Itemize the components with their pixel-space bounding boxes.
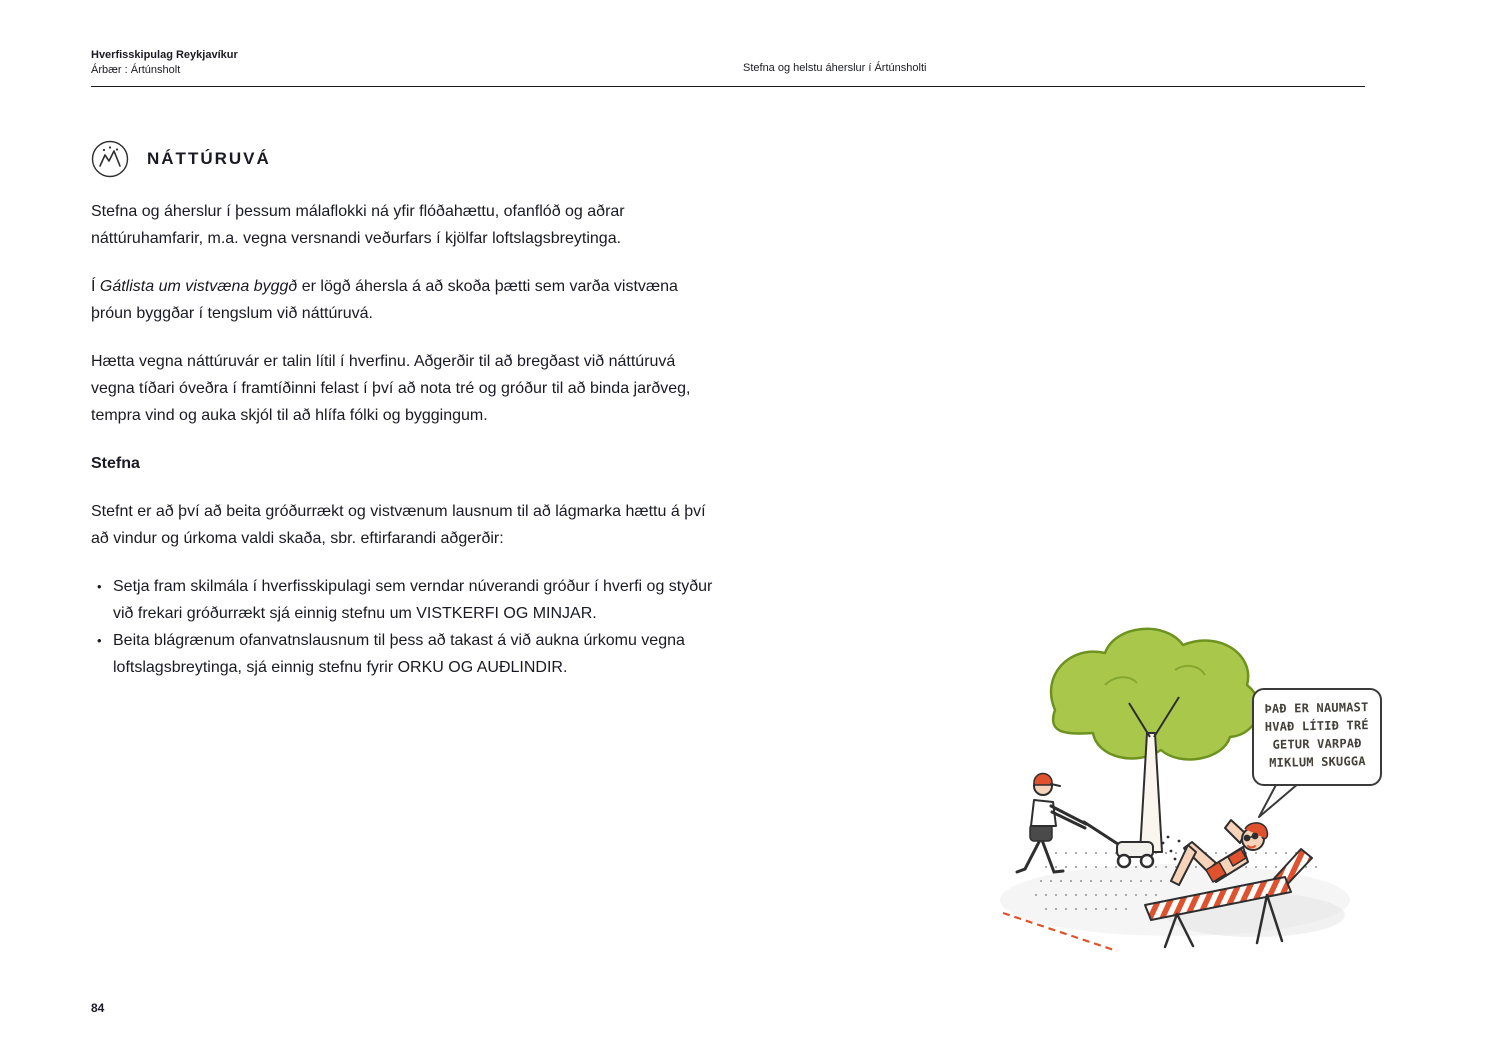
natural-hazard-icon: [91, 140, 129, 178]
stefna-intro: Stefnt er að því að beita gróðurrækt og vistvænum lausnum til að lágmarka hættu á því að vindur og úrkoma valdi skaða, sbr. eftirfarandi aðgerðir:: [91, 503, 706, 547]
bullet-text: Setja fram skilmála í hverfisskipulagi sem verndar núverandi gróður í hverfi og styður við frekari gróðurrækt sjá einnig stefnu um VISTKERFI OG MINJAR.: [113, 578, 713, 622]
body-column: [91, 198, 716, 681]
doc-title: Hverfisskipulag Reykjavíkur: [91, 49, 238, 61]
tree: [1051, 629, 1259, 852]
hazard-paragraph: Hætta vegna náttúruvár er talin lítil í hverfinu. Aðgerðir til að bregðast við náttúruvá vegna tíðari óveðra í framtíðinni felast í því að nota tré og gróður til að binda jarðveg, tempra vind og auka skjól til að hlífa fólki og byggingum.: [91, 353, 691, 424]
page-number: 84: [91, 1001, 105, 1015]
doc-subtitle: Árbær : Ártúnsholt: [91, 64, 181, 76]
illustration-tree-cartoon: [985, 615, 1395, 963]
checklist-italic: Gátlista um vistvæna byggð: [99, 278, 298, 295]
bullet-text: Beita blágrænum ofanvatnslausnum til þess að takast á við aukna úrkomu vegna loftslagsbreytinga, sjá einnig stefnu fyrir ORKU OG AUÐLINDIR.: [113, 632, 685, 676]
checklist-rest: er lögð áhersla á að skoða þætti sem varða vistvæna þróun byggðar í tengslum við náttúruvá.: [91, 278, 678, 322]
header-left: [91, 48, 238, 78]
checklist-paragraph: [91, 273, 716, 327]
bullet-item: [91, 573, 716, 627]
bullet-dot: •: [97, 633, 102, 648]
bubble-line-1: ÞAÐ ER NAUMAST: [1264, 700, 1369, 716]
bubble-line-4: MIKLUM SKUGGA: [1269, 754, 1366, 770]
section-head: [91, 140, 271, 178]
speech-bubble: [1253, 689, 1381, 817]
lawnmower: [1084, 822, 1186, 867]
stefna-heading: Stefna: [91, 455, 140, 472]
header-rule: [91, 86, 1365, 87]
bullet-item: [91, 627, 716, 681]
bubble-line-3: GETUR VARPAÐ: [1272, 736, 1362, 752]
bullet-dot: •: [97, 579, 102, 594]
intro-paragraph: Stefna og áherslur í þessum málaflokki ná yfir flóðahættu, ofanflóð og aðrar náttúruhamfarir, m.a. vegna versnandi veðurfars í kjölfar loftslagsbreytinga.: [91, 203, 625, 247]
checklist-prefix: Í: [91, 278, 100, 295]
bubble-line-2: HVAÐ LÍTIÐ TRÉ: [1264, 718, 1369, 734]
header-section-ref: Stefna og helstu áherslur í Ártúnsholti: [743, 62, 927, 74]
page-title: NÁTTÚRUVÁ: [147, 149, 271, 168]
mowing-man: [1017, 773, 1086, 872]
